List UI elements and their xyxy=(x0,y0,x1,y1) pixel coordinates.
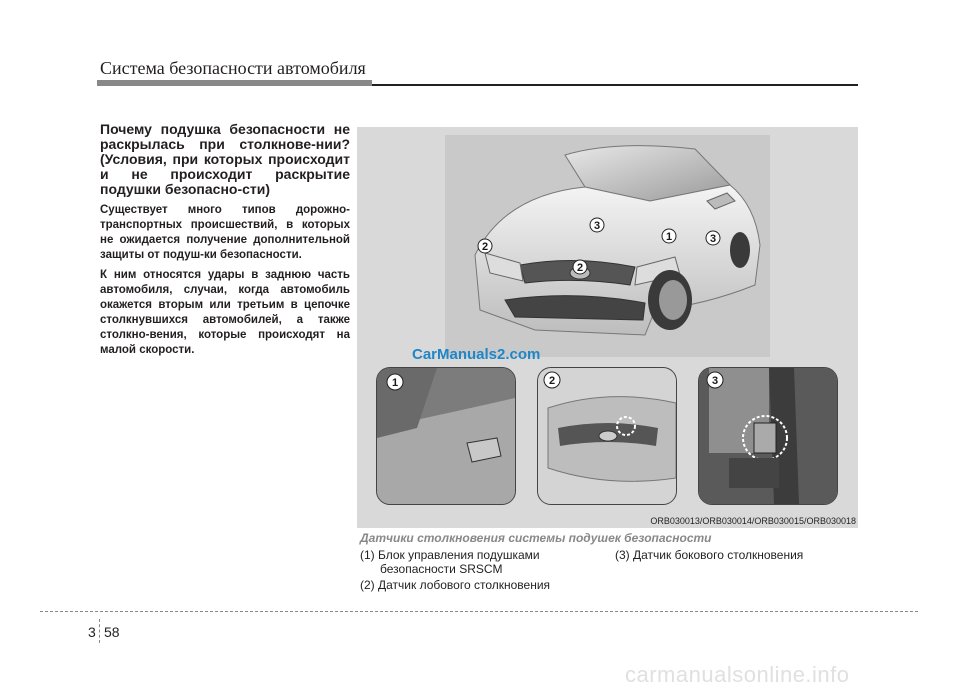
question-heading: Почему подушка безопасности не раскрылась при столкнове-нии? (Условия, при которых происходит и не происходит раскрытие подушки безопасно-сти) xyxy=(100,121,350,197)
page-number: 58 xyxy=(104,624,120,640)
legend-item-3: (3) Датчик бокового столкновения xyxy=(615,548,804,562)
page-header-title: Система безопасности автомобиля xyxy=(100,58,366,78)
svg-text:2: 2 xyxy=(576,262,584,274)
section-number: 3 xyxy=(88,624,96,640)
marker-3-right xyxy=(706,231,720,245)
car-illustration-panel xyxy=(445,135,770,357)
header-rule-thin xyxy=(372,84,858,86)
figure-ref-code: ORB030013/ORB030014/ORB030015/ORB030018 xyxy=(650,516,856,526)
figure-caption: Датчики столкновения системы подушек безопасности xyxy=(360,531,712,545)
marker-3-top xyxy=(590,218,604,232)
paragraph-1: Существует много типов дорожно-транспортных происшествий, в которых не ожидается получение дополнительной защиты от подуш-ки безопасности. xyxy=(100,204,350,261)
inset-side-sensor-illustration xyxy=(699,368,837,504)
marker-1 xyxy=(662,229,676,243)
car-illustration xyxy=(445,135,770,357)
svg-text:2: 2 xyxy=(481,241,489,253)
footer-divider xyxy=(40,611,918,612)
marker-2-left xyxy=(478,239,492,253)
inset-front-sensor-illustration xyxy=(538,368,676,504)
text-column xyxy=(100,122,350,363)
inset-front-sensor xyxy=(537,367,677,505)
marker-2-center xyxy=(573,260,587,274)
inset-side-sensor xyxy=(698,367,838,505)
legend-item-1-line2: безопасности SRSCM xyxy=(380,562,503,576)
header-rule-thick xyxy=(97,80,372,86)
carmanuals-watermark: CarManuals2.com xyxy=(412,346,541,363)
page-number-separator xyxy=(99,619,100,643)
legend-item-1-line1: (1) Блок управления подушками xyxy=(360,548,540,562)
site-watermark: carmanualsonline.info xyxy=(625,662,850,687)
svg-text:3: 3 xyxy=(709,233,717,245)
legend-item-2: (2) Датчик лобового столкновения xyxy=(360,578,551,592)
svg-text:3: 3 xyxy=(593,220,601,232)
inset-srscm-illustration xyxy=(377,368,515,504)
inset-marker-2: 2 xyxy=(548,375,556,387)
figure-panel xyxy=(357,127,858,528)
inset-marker-1: 1 xyxy=(391,377,399,389)
paragraph-2: К ним относятся удары в заднюю часть автомобиля, случаи, когда автомобиль окажется вторым или третьим в цепочке столкнувшихся автомобилей, а также столкно-вения, которые происходят на малой скорости. xyxy=(100,269,350,356)
inset-srscm xyxy=(376,367,516,505)
svg-text:1: 1 xyxy=(665,231,673,243)
inset-marker-3: 3 xyxy=(711,375,719,387)
